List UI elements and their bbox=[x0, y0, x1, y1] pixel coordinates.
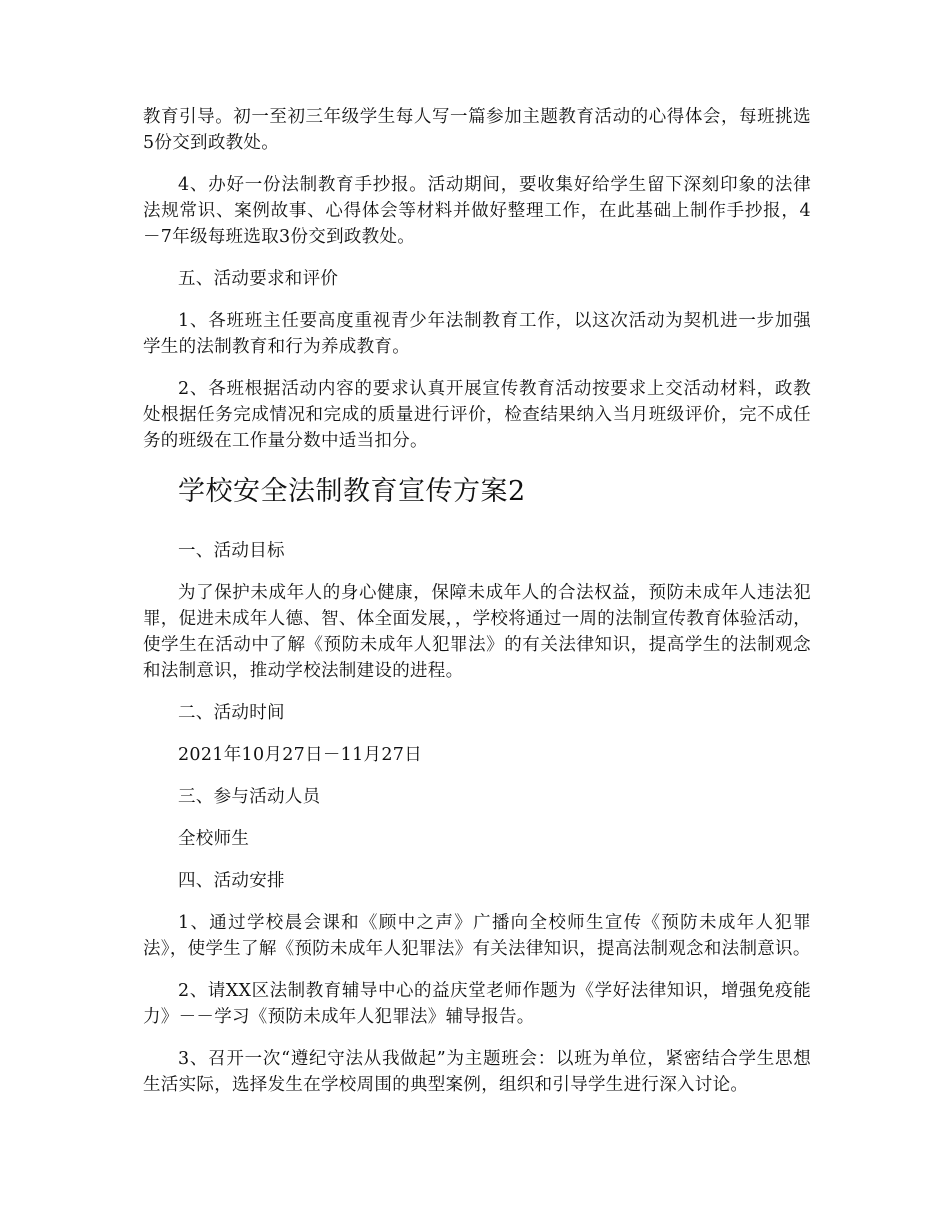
section-heading-goal: 一、活动目标 bbox=[178, 541, 285, 561]
paragraph-goal: 为了保护未成年人的身心健康，保障未成年人的合法权益，预防未成年人违法犯罪，促进未成年人德、智、体全面发展，，学校将通过一周的法制宣传教育体验活动，使学生在活动中了解《预防未成年人犯罪法》的有关法律知识，提高学生的法制观念和法制意识，推动学校法制建设的进程。 bbox=[143, 583, 811, 681]
paragraph-arrangement-1: 1、通过学校晨会课和《顾中之声》广播向全校师生宣传《预防未成年人犯罪法》，使学生了解《预防未成年人犯罪法》有关法律知识，提高法制观念和法制意识。 bbox=[143, 913, 811, 959]
document-title: 学校安全法制教育宣传方案2 bbox=[178, 476, 526, 507]
section-heading-time: 二、活动时间 bbox=[178, 703, 285, 723]
paragraph-requirement-2: 2、各班根据活动内容的要求认真开展宣传教育活动按要求上交活动材料，政教处根据任务完成情况和完成的质量进行评价，检查结果纳入当月班级评价，完不成任务的班级在工作量分数中适当扣分。 bbox=[143, 379, 811, 451]
document-page bbox=[143, 104, 811, 1098]
paragraph-arrangement-2: 2、请XX区法制教育辅导中心的益庆堂老师作题为《学好法律知识，增强免疫能力》－－学习《预防未成年人犯罪法》辅导报告。 bbox=[143, 981, 811, 1027]
paragraph-item-4: 4、办好一份法制教育手抄报。活动期间，要收集好给学生留下深刻印象的法律法规常识、案例故事、心得体会等材料并做好整理工作，在此基础上制作手抄报，4－7年级每班选取3份交到政教处。 bbox=[143, 175, 811, 247]
paragraph-arrangement-3: 3、召开一次“遵纪守法从我做起”为主题班会：以班为单位，紧密结合学生思想生活实际，选择发生在学校周围的典型案例，组织和引导学生进行深入讨论。 bbox=[143, 1049, 811, 1095]
paragraph-participants: 全校师生 bbox=[178, 829, 250, 849]
paragraph-continuation: 教育引导。初一至初三年级学生每人写一篇参加主题教育活动的心得体会，每班挑选5份交到政教处。 bbox=[143, 107, 811, 153]
paragraph-time: 2021年10月27日－11月27日 bbox=[178, 745, 423, 765]
section-heading-participants: 三、参与活动人员 bbox=[178, 787, 321, 807]
section-heading-arrangement: 四、活动安排 bbox=[178, 871, 285, 891]
section-heading-requirements: 五、活动要求和评价 bbox=[178, 269, 339, 289]
paragraph-requirement-1: 1、各班班主任要高度重视青少年法制教育工作，以这次活动为契机进一步加强学生的法制教育和行为养成教育。 bbox=[143, 311, 811, 357]
